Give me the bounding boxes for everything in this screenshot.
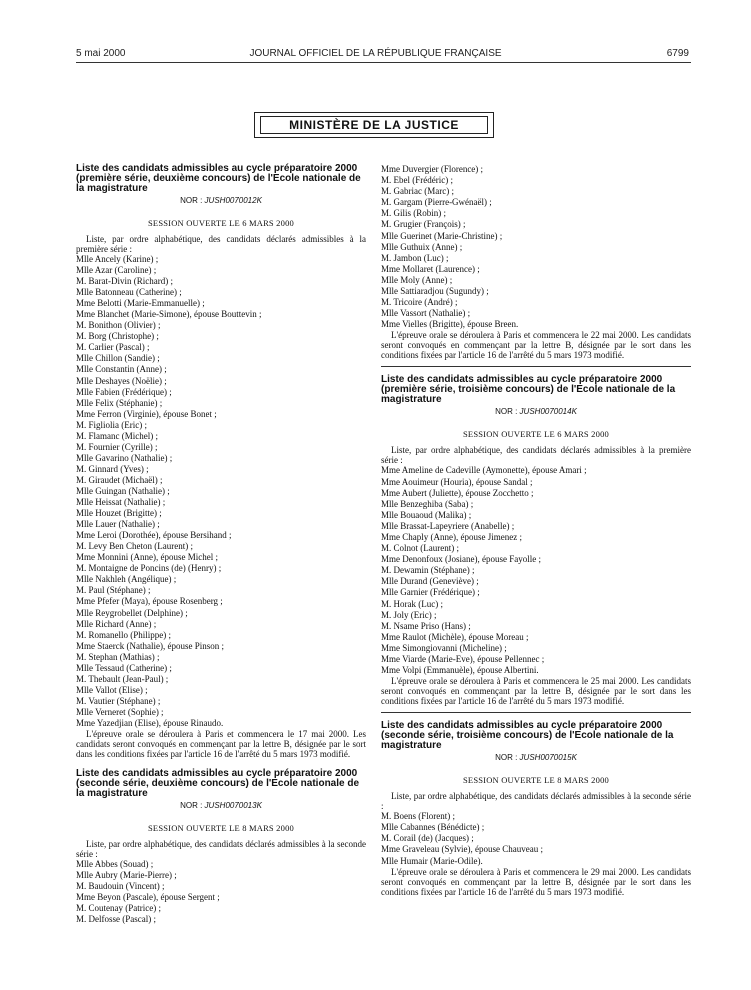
candidate-name: M. Bonithon (Olivier) ; xyxy=(76,320,161,331)
candidate-name: Mlle Durand (Geneviève) ; xyxy=(381,576,479,587)
candidate-name: Mlle Vallot (Elise) ; xyxy=(76,684,148,695)
candidate-name: Mlle Richard (Anne) ; xyxy=(76,618,157,629)
candidate-name: Mme Ferron (Virginie), épouse Bonet ; xyxy=(76,408,217,419)
candidate-name: Mlle Constantin (Anne) ; xyxy=(76,364,167,375)
candidate-name: Mlle Deshayes (Noëlie) ; xyxy=(76,375,167,386)
candidate-name: Mme Mollaret (Laurence) ; xyxy=(381,263,480,274)
left-column xyxy=(76,164,366,925)
candidate-name: Mme Pfefer (Maya), épouse Rosenberg ; xyxy=(76,596,223,607)
candidate-name: Mlle Vassort (Nathalie) ; xyxy=(381,308,471,319)
nor-code: JUSH0070013K xyxy=(204,801,262,811)
session-line: SESSION OUVERTE LE 8 MARS 2000 xyxy=(148,823,294,834)
candidate-name: Mme Volpi (Emmanuèle), épouse Albertini. xyxy=(381,665,539,676)
session-line: SESSION OUVERTE LE 6 MARS 2000 xyxy=(463,429,609,440)
candidate-name: M. Boens (Florent) ; xyxy=(381,811,455,822)
intro-paragraph: Liste, par ordre alphabétique, des candidats déclarés admissibles à la première série : xyxy=(76,234,366,254)
candidate-name: M. Delfosse (Pascal) ; xyxy=(76,914,156,925)
header-journal-title: JOURNAL OFFICIEL DE LA RÉPUBLIQUE FRANÇAISE xyxy=(249,48,502,59)
candidate-name: M. Coutenay (Patrice) ; xyxy=(76,903,161,914)
candidate-name: M. Tricoire (André) ; xyxy=(381,297,458,308)
session-line: SESSION OUVERTE LE 6 MARS 2000 xyxy=(148,218,294,228)
nor-reference xyxy=(76,801,366,811)
candidate-name: Mlle Abbes (Souad) ; xyxy=(76,859,154,870)
section-title: Liste des candidats admissibles au cycle préparatoire 2000 (première série, troisième concours) de l'Ecole nationale de la magistrature xyxy=(381,374,676,406)
session-line: SESSION OUVERTE LE 8 MARS 2000 xyxy=(463,775,609,786)
section-3 xyxy=(381,375,691,706)
candidate-name: M. Horak (Luc) ; xyxy=(381,598,443,609)
intro-paragraph: Liste, par ordre alphabétique, des candidats déclarés admissibles à la seconde série : xyxy=(76,839,366,860)
candidate-name: Mme Raulot (Michèle), épouse Moreau ; xyxy=(381,631,529,642)
header-rule xyxy=(76,62,691,63)
section-1 xyxy=(76,164,366,759)
candidate-name: Mlle Cabannes (Bénédicte) ; xyxy=(381,822,485,833)
closing-paragraph: L'épreuve orale se déroulera à Paris et commencera le 25 mai 2000. Les candidats seront convoqués en commençant par la lettre B, désignée par le sort dans les conditions fixées par l'article 16 de l'arrêté du 5 mars 1973 modifié. xyxy=(381,676,691,707)
candidate-name: Mme Staerck (Nathalie), épouse Pinson ; xyxy=(76,640,224,651)
candidate-name: M. Corail (de) (Jacques) ; xyxy=(381,833,474,844)
candidate-name: Mme Duvergier (Florence) ; xyxy=(381,164,484,174)
candidate-list-continued xyxy=(381,164,691,330)
candidate-name: Mme Ameline de Cadeville (Aymonette), épouse Amari ; xyxy=(381,465,587,476)
candidate-name: Mme Beyon (Pascale), épouse Sergent ; xyxy=(76,892,220,903)
ministry-title: MINISTÈRE DE LA JUSTICE xyxy=(260,116,488,134)
candidate-name: Mme Chaply (Anne), épouse Jimenez ; xyxy=(381,531,522,542)
candidate-name: M. Joly (Eric) ; xyxy=(381,609,437,620)
candidate-name: Mlle Garnier (Frédérique) ; xyxy=(381,587,480,598)
candidate-name: M. Flamanc (Michel) ; xyxy=(76,430,158,441)
candidate-name: Mlle Houzet (Brigitte) ; xyxy=(76,508,162,519)
intro-paragraph: Liste, par ordre alphabétique, des candidats déclarés admissibles à la première série : xyxy=(381,445,691,466)
candidate-list xyxy=(381,465,691,676)
candidate-name: Mlle Humair (Marie-Odile). xyxy=(381,855,483,866)
section-title: Liste des candidats admissibles au cycle préparatoire 2000 (seconde série, troisième concours) de l'Ecole nationale de la magistrature xyxy=(381,720,674,752)
candidate-name: M. Gilis (Robin) ; xyxy=(381,208,447,219)
candidate-name: Mlle Reygrobellet (Delphine) ; xyxy=(76,607,188,618)
candidate-name: M. Romanello (Philippe) ; xyxy=(76,629,171,640)
candidate-name: Mlle Heissat (Nathalie) ; xyxy=(76,497,166,508)
candidate-name: M. Nsame Priso (Hans) ; xyxy=(381,620,471,631)
candidate-name: Mlle Bouaoud (Malika) ; xyxy=(381,509,472,520)
section-title: Liste des candidats admissibles au cycle préparatoire 2000 (seconde série, deuxième concours) de l'Ecole nationale de la magistrature xyxy=(76,768,360,800)
nor-label: NOR : xyxy=(180,801,203,811)
intro-paragraph: Liste, par ordre alphabétique, des candidats déclarés admissibles à la seconde série : xyxy=(381,791,691,812)
candidate-name: M. Barat-Divin (Richard) ; xyxy=(76,276,173,287)
candidate-name: Mlle Guerinet (Marie-Christine) ; xyxy=(381,230,503,241)
candidate-name: M. Dewamin (Stéphane) ; xyxy=(381,565,475,576)
candidate-name: Mme Aubert (Juliette), épouse Zocchetto ; xyxy=(381,487,534,498)
candidate-name: M. Giraudet (Michaël) ; xyxy=(76,474,163,485)
candidate-name: Mme Leroi (Dorothée), épouse Bersihand ; xyxy=(76,530,232,541)
candidate-name: Mlle Guingan (Nathalie) ; xyxy=(76,485,170,496)
candidate-name: M. Gabriac (Marc) ; xyxy=(381,186,454,197)
candidate-name: Mlle Verneret (Sophie) ; xyxy=(76,706,164,717)
nor-reference xyxy=(381,753,691,763)
header-date: 5 mai 2000 xyxy=(76,48,126,59)
candidate-name: M. Carlier (Pascal) ; xyxy=(76,342,150,353)
candidate-name: M. Fournier (Cyrille) ; xyxy=(76,441,158,452)
candidate-name: Mme Graveleau (Sylvie), épouse Chauveau ; xyxy=(381,844,543,855)
candidate-name: Mme Simongiovanni (Micheline) ; xyxy=(381,642,507,653)
candidate-name: M. Colnot (Laurent) ; xyxy=(381,543,459,554)
candidate-name: Mlle Brassat-Lapeyriere (Anabelle) ; xyxy=(381,520,515,531)
candidate-name: Mlle Nakhleh (Angélique) ; xyxy=(76,574,177,585)
nor-label: NOR : xyxy=(180,196,203,205)
closing-paragraph: L'épreuve orale se déroulera à Paris et commencera le 22 mai 2000. Les candidats seront convoqués en commençant par la lettre B, désignée par le sort dans les conditions fixées par l'article 16 de l'arrêté du 5 mars 1973 modifié. xyxy=(381,330,691,361)
candidate-name: M. Figliolia (Eric) ; xyxy=(76,419,147,430)
candidate-name: Mlle Guthuix (Anne) ; xyxy=(381,241,463,252)
section-4 xyxy=(381,721,691,896)
candidate-name: M. Thebault (Jean-Paul) ; xyxy=(76,673,169,684)
candidate-name: M. Vautier (Stéphane) ; xyxy=(76,695,161,706)
candidate-name: M. Montaigne de Poncins (de) (Henry) ; xyxy=(76,563,222,574)
candidate-list xyxy=(76,254,366,729)
candidate-name: M. Ginnard (Yves) ; xyxy=(76,463,149,474)
candidate-name: Mlle Fabien (Frédérique) ; xyxy=(76,386,172,397)
candidate-name: M. Levy Ben Cheton (Laurent) ; xyxy=(76,541,193,552)
candidate-name: Mme Aouimeur (Houria), épouse Sandal ; xyxy=(381,476,533,487)
right-column xyxy=(381,164,691,897)
candidate-name: Mme Blanchet (Marie-Simone), épouse Bouttevin ; xyxy=(76,309,262,320)
candidate-name: Mlle Gavarino (Nathalie) ; xyxy=(76,452,173,463)
candidate-name: M. Grugier (François) ; xyxy=(381,219,466,230)
section-2 xyxy=(76,769,366,925)
nor-label: NOR : xyxy=(495,753,518,763)
candidate-name: Mme Denonfoux (Josiane), épouse Fayolle ; xyxy=(381,554,541,565)
closing-paragraph: L'épreuve orale se déroulera à Paris et commencera le 29 mai 2000. Les candidats seront convoqués en commençant par la lettre B, désignée par le sort dans les conditions fixées par l'article 16 de l'arrêté du 5 mars 1973 modifié. xyxy=(381,866,691,897)
nor-code: JUSH0070012K xyxy=(204,196,262,205)
nor-code: JUSH0070015K xyxy=(519,753,577,763)
closing-paragraph: L'épreuve orale se déroulera à Paris et commencera le 17 mai 2000. Les candidats seront convoqués en commençant par la lettre B, désignée par le sort dans les conditions fixées par l'article 16 de l'arrêté du 5 mars 1973 modifié. xyxy=(76,729,366,760)
candidate-name: Mlle Ancely (Karine) ; xyxy=(76,254,159,264)
nor-code: JUSH0070014K xyxy=(519,407,577,417)
header-page-number: 6799 xyxy=(666,48,689,59)
candidate-name: M. Paul (Stéphane) ; xyxy=(76,585,151,596)
candidate-name: Mlle Aubry (Marie-Pierre) ; xyxy=(76,870,177,881)
candidate-name: Mme Yazedjian (Elise), épouse Rinaudo. xyxy=(76,717,224,728)
ministry-box xyxy=(254,112,494,138)
candidate-name: Mlle Batonneau (Catherine) ; xyxy=(76,287,182,298)
candidate-name: Mme Monnini (Anne), épouse Michel ; xyxy=(76,552,218,563)
candidate-name: Mme Vielles (Brigitte), épouse Breen. xyxy=(381,319,519,330)
section-divider xyxy=(381,366,691,367)
candidate-name: Mlle Lauer (Nathalie) ; xyxy=(76,519,160,530)
candidate-name: Mlle Tessaud (Catherine) ; xyxy=(76,662,172,673)
candidate-name: Mme Belotti (Marie-Emmanuelle) ; xyxy=(76,298,205,309)
candidate-name: M. Jambon (Luc) ; xyxy=(381,252,449,263)
section-title: Liste des candidats admissibles au cycle préparatoire 2000 (première série, deuxième concours) de l'Ecole nationale de la magistrature xyxy=(76,163,361,194)
candidate-name: Mme Viarde (Marie-Eve), épouse Pellennec ; xyxy=(381,654,545,664)
candidate-list xyxy=(381,811,691,866)
candidate-name: M. Ebel (Frédéric) ; xyxy=(381,175,453,186)
candidate-name: Mlle Chillon (Sandie) ; xyxy=(76,353,160,364)
candidate-name: Mlle Felix (Stéphanie) ; xyxy=(76,397,163,408)
candidate-name: M. Stephan (Mathias) ; xyxy=(76,651,160,662)
candidate-name: Mlle Moly (Anne) ; xyxy=(381,274,453,285)
candidate-name: M. Baudouin (Vincent) ; xyxy=(76,881,165,892)
nor-reference xyxy=(381,407,691,417)
nor-reference xyxy=(76,196,366,206)
nor-label: NOR : xyxy=(495,407,518,417)
candidate-name: M. Borg (Christophe) ; xyxy=(76,331,159,342)
candidate-name: Mlle Azar (Caroline) ; xyxy=(76,265,157,276)
candidate-list xyxy=(76,859,366,925)
candidate-name: M. Gargam (Pierre-Gwénaël) ; xyxy=(381,197,492,208)
candidate-name: Mlle Sattiaradjou (Sugundy) ; xyxy=(381,286,489,297)
section-divider xyxy=(381,712,691,713)
candidate-name: Mlle Benzeghiba (Saba) ; xyxy=(381,498,474,509)
